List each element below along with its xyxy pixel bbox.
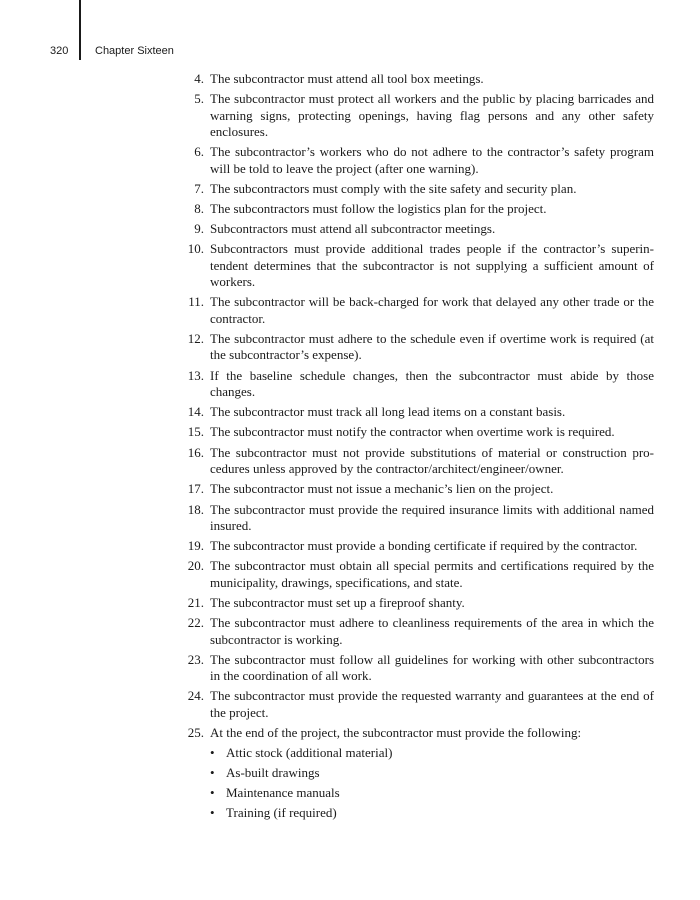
item-text: The subcontractor must notify the contractor when overtime work is required. xyxy=(210,424,615,440)
item-text: Subcontractors must attend all subcontractor meetings. xyxy=(210,221,496,237)
list-item xyxy=(180,91,654,140)
bullet-icon: • xyxy=(210,765,215,781)
list-item xyxy=(180,181,654,197)
list-item xyxy=(180,201,654,217)
item-number: 18. xyxy=(187,501,204,517)
item-text: The subcontractor must adhere to the schedule even if overtime work is required (at the subcontractor’s expense). xyxy=(210,331,654,363)
item-number: 15. xyxy=(187,424,204,440)
bullet-item xyxy=(210,765,654,781)
list-item xyxy=(180,725,654,741)
list-item xyxy=(180,424,654,440)
header-vertical-rule xyxy=(79,0,81,60)
item-text: The subcontractors must comply with the site safety and security plan. xyxy=(210,180,577,196)
page-number: 320 xyxy=(50,45,69,57)
list-item xyxy=(180,404,654,420)
chapter-title: Chapter Sixteen xyxy=(95,45,174,57)
item-number: 11. xyxy=(188,294,204,310)
page-body xyxy=(180,71,654,825)
bullet-text: Training (if required) xyxy=(226,805,337,821)
item-number: 22. xyxy=(187,615,204,631)
numbered-list xyxy=(180,71,654,741)
bullet-list xyxy=(180,745,654,821)
item-text: The subcontractor will be back-charged for work that delayed any other trade or the contractor. xyxy=(210,294,654,326)
bullet-item xyxy=(210,745,654,761)
bullet-text: Maintenance manuals xyxy=(226,785,340,801)
bullet-text: As-built drawings xyxy=(226,765,320,781)
item-text: The subcontractor must adhere to cleanliness requirements of the area in which the subcontractor is working. xyxy=(210,615,654,647)
list-item xyxy=(180,538,654,554)
bullet-icon: • xyxy=(210,785,215,801)
item-text: The subcontractor must not issue a mechanic’s lien on the project. xyxy=(210,481,554,497)
item-number: 24. xyxy=(187,688,204,704)
list-item xyxy=(180,595,654,611)
list-item xyxy=(180,558,654,591)
item-text: The subcontractor must follow all guidelines for working with other subcontractors in the coordination of all work. xyxy=(210,651,654,684)
list-item xyxy=(180,71,654,87)
item-number: 12. xyxy=(187,331,204,347)
item-text: The subcontractor must track all long lead items on a constant basis. xyxy=(210,404,566,420)
list-item xyxy=(180,652,654,685)
item-text: The subcontractor must attend all tool box meetings. xyxy=(210,71,484,86)
item-number: 6. xyxy=(194,144,204,160)
item-text: The subcontractor’s workers who do not adhere to the contractor’s safety program will be told to leave the project (after one warning). xyxy=(210,144,654,176)
list-item xyxy=(180,144,654,177)
list-item xyxy=(180,294,654,327)
bullet-icon: • xyxy=(210,805,215,821)
bullet-item xyxy=(210,785,654,801)
item-text: The subcontractor must not provide substitutions of material or construction pro-cedures unless approved by the contractor/architect/engineer/owner. xyxy=(210,444,654,477)
item-number: 14. xyxy=(187,404,204,420)
list-item xyxy=(180,502,654,535)
item-number: 5. xyxy=(194,91,204,107)
item-number: 20. xyxy=(187,558,204,574)
item-text: The subcontractor must set up a fireproof shanty. xyxy=(210,594,465,610)
item-number: 8. xyxy=(194,201,204,217)
item-number: 19. xyxy=(187,538,204,554)
item-number: 25. xyxy=(187,724,204,740)
item-number: 7. xyxy=(194,180,204,196)
list-item xyxy=(180,445,654,478)
item-text: The subcontractor must obtain all special permits and certifications required by the municipality, drawings, specifications, and state. xyxy=(210,558,654,590)
list-item xyxy=(180,331,654,364)
item-number: 16. xyxy=(187,444,204,460)
item-text: At the end of the project, the subcontractor must provide the following: xyxy=(210,724,582,740)
list-item xyxy=(180,368,654,401)
item-text: The subcontractors must follow the logistics plan for the project. xyxy=(210,201,547,217)
item-text: If the baseline schedule changes, then the subcontractor must abide by those changes. xyxy=(210,367,654,400)
bullet-text: Attic stock (additional material) xyxy=(226,745,393,761)
list-item xyxy=(180,241,654,290)
item-text: The subcontractor must provide the required insurance limits with additional named insured. xyxy=(210,501,654,533)
item-text: Subcontractors must provide additional trades people if the contractor’s superin-tendent determines that the subcontractor is not supplying a sufficient amount of workers. xyxy=(210,241,654,290)
item-number: 9. xyxy=(194,221,204,237)
item-number: 21. xyxy=(187,594,204,610)
item-number: 4. xyxy=(194,71,204,86)
list-item xyxy=(180,481,654,497)
item-text: The subcontractor must provide a bonding certificate if required by the contractor. xyxy=(210,538,638,554)
item-number: 13. xyxy=(187,367,204,383)
bullet-icon: • xyxy=(210,745,215,761)
item-text: The subcontractor must provide the requested warranty and guarantees at the end of the project. xyxy=(210,688,654,720)
item-text: The subcontractor must protect all workers and the public by placing barricades and warning signs, protecting openings, having flag persons and any other safety enclosures. xyxy=(210,91,654,140)
list-item xyxy=(180,615,654,648)
list-item xyxy=(180,688,654,721)
item-number: 23. xyxy=(187,651,204,667)
item-number: 17. xyxy=(187,481,204,497)
item-number: 10. xyxy=(187,241,204,257)
bullet-item xyxy=(210,805,654,821)
list-item xyxy=(180,221,654,237)
